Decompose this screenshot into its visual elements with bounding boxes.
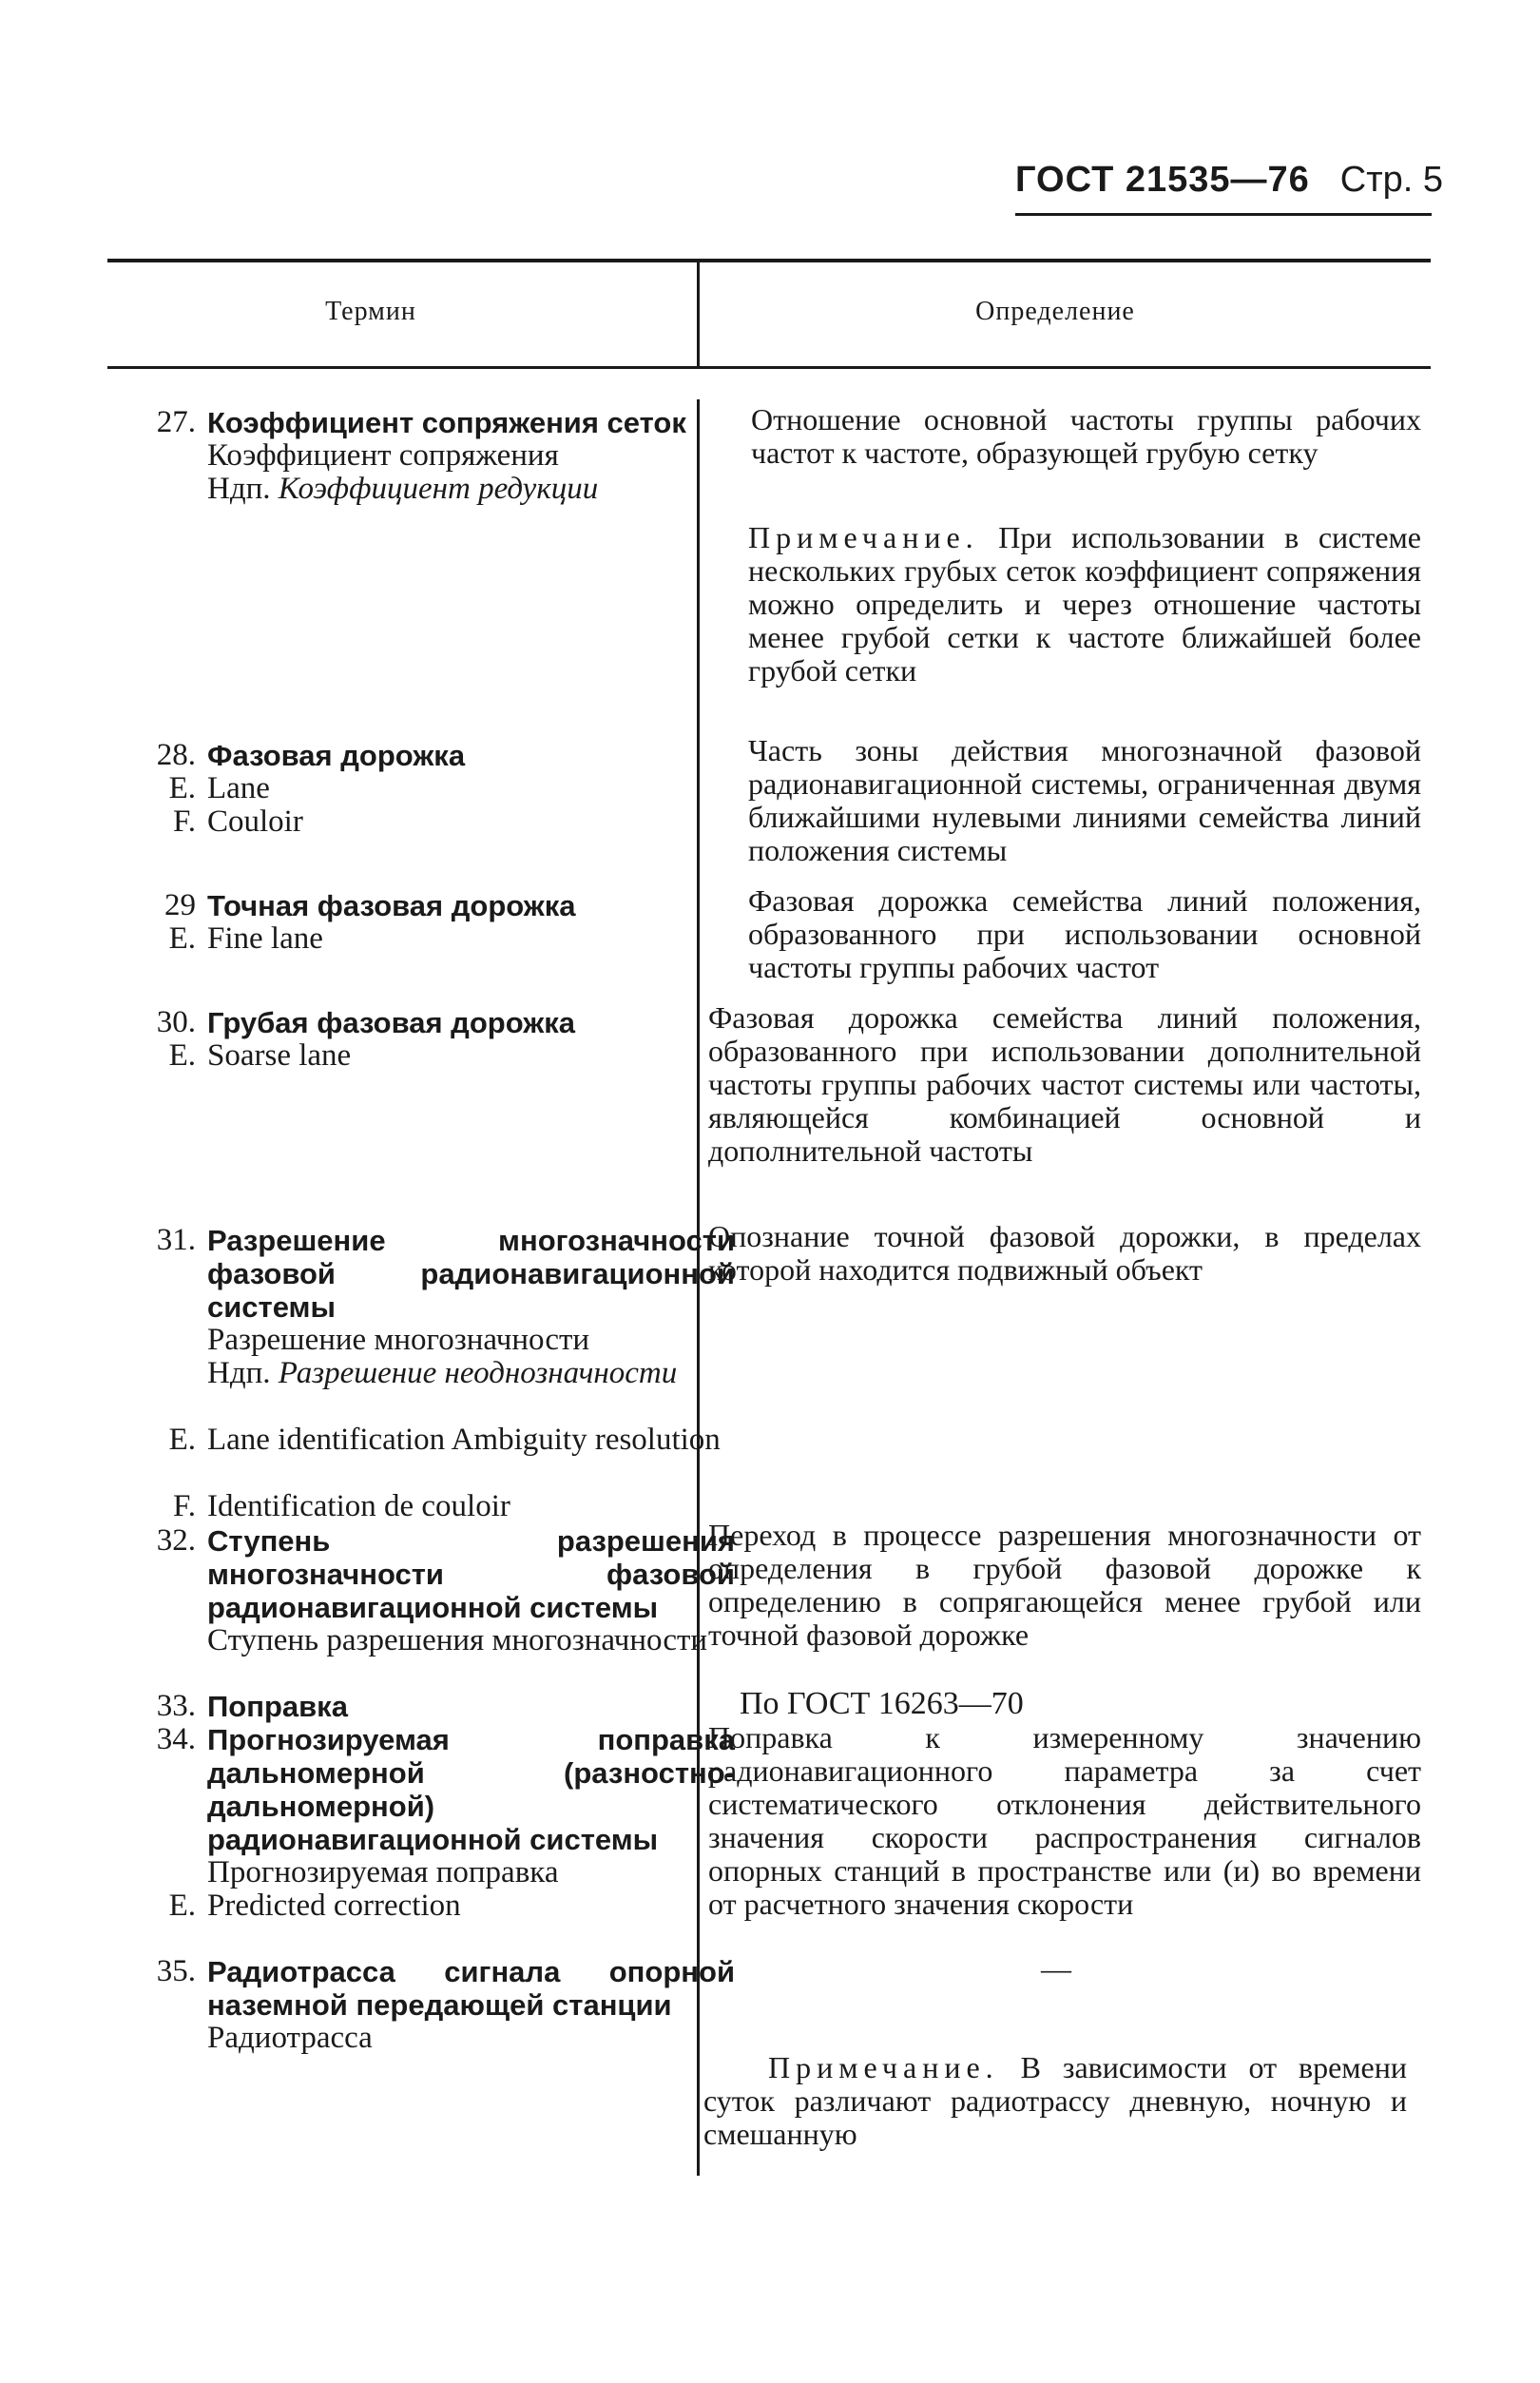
- synonym: Ступень разрешения многозначности: [207, 1623, 708, 1657]
- term: Разрешение многозначности фазовой радионавигационной системы: [207, 1224, 735, 1324]
- header-underline: [1015, 213, 1432, 216]
- french-term: Couloir: [207, 804, 303, 839]
- page-header: [1015, 160, 1443, 221]
- synonym: Прогнозируемая поправка: [207, 1855, 559, 1889]
- term: Грубая фазовая дорожка: [207, 1006, 575, 1039]
- entry-number: 29: [164, 888, 196, 922]
- ndp-label: Ндп.: [207, 472, 271, 506]
- note-text: При использовании в системе нескольких грубых сеток коэффициент сопряжения можно определить и через отношение частоты менее грубой сетки к частоте ближайшей более грубой сетки: [748, 520, 1422, 688]
- column-header-terms: Термин: [325, 297, 416, 326]
- term: Ступень разрешения многозначности фазовой радионавигационной системы: [207, 1524, 735, 1624]
- ndp-term: Разрешение неоднозначности: [278, 1356, 678, 1390]
- english-term: Fine lane: [207, 921, 323, 956]
- entry-35-note: [703, 2051, 1407, 2151]
- note-label: Примечание.: [748, 520, 979, 554]
- entry-number: 34.: [156, 1722, 196, 1756]
- entry-27-definition: Отношение основной частоты группы рабочих частот к частоте, образующей грубую сетку: [751, 402, 1421, 470]
- synonym: Коэффициент сопряжения: [207, 438, 559, 473]
- english-label: E.: [168, 771, 196, 805]
- term: Поправка: [207, 1690, 348, 1723]
- page-number: Стр. 5: [1339, 160, 1443, 200]
- note-label: Примечание.: [768, 2050, 999, 2084]
- term: Точная фазовая дорожка: [207, 889, 576, 922]
- english-term: Lane identification Ambiguity resolution: [207, 1423, 721, 1457]
- english-label: E.: [168, 1038, 196, 1073]
- table-top-rule: [107, 259, 1431, 262]
- term: Фазовая дорожка: [207, 739, 466, 772]
- entry-number: 32.: [156, 1523, 196, 1558]
- entry-number: 28.: [156, 738, 196, 772]
- table-header-rule: [107, 366, 1431, 369]
- english-term: Predicted correction: [207, 1889, 461, 1923]
- note-text: В зависимости от времени суток различают радиотрассу дневную, ночную и смешанную: [703, 2050, 1408, 2151]
- column-header-definition: Определение: [975, 297, 1135, 326]
- english-label: E.: [168, 1889, 196, 1923]
- english-label: E.: [168, 921, 196, 956]
- term: Коэффициент сопряжения сеток: [207, 406, 686, 439]
- ndp-label: Ндп.: [207, 1356, 271, 1390]
- standard-number: ГОСТ 21535—76: [1015, 160, 1310, 200]
- entry-29-definition: Фазовая дорожка семейства линий положения, образованного при использовании основной частоты группы рабочих частот: [748, 883, 1421, 984]
- english-term: Lane: [207, 771, 270, 805]
- entry-27-note: [748, 521, 1421, 688]
- entry-number: 35.: [156, 1954, 196, 1988]
- entry-number: 31.: [156, 1223, 196, 1257]
- french-term: Identification de couloir: [207, 1489, 510, 1523]
- french-label: F.: [173, 804, 196, 839]
- english-label: E.: [168, 1423, 196, 1457]
- entry-33-definition: По ГОСТ 16263—70: [740, 1686, 1024, 1721]
- french-label: F.: [173, 1489, 196, 1523]
- entry-32-definition: Переход в процессе разрешения многозначности от определения в грубой фазовой дорожке к определению в сопрягающейся менее грубой или точной фазовой дорожке: [708, 1518, 1421, 1652]
- synonym: Разрешение многозначности: [207, 1323, 590, 1357]
- entry-28-definition: Часть зоны действия многозначной фазовой радионавигационной системы, ограниченная двумя ближайшими нулевыми линиями семейства линий положения системы: [748, 733, 1421, 867]
- entry-35-definition: —: [1041, 1951, 1071, 1986]
- ndp-term: Коэффициент редукции: [278, 472, 599, 506]
- english-term: Soarse lane: [207, 1038, 352, 1073]
- synonym: Радиотрасса: [207, 2021, 373, 2055]
- entry-number: 33.: [156, 1689, 196, 1723]
- entry-number: 30.: [156, 1005, 196, 1039]
- entry-31-definition: Опознание точной фазовой дорожки, в пределах которой находится подвижный объект: [708, 1219, 1421, 1287]
- term: Прогнозируемая поправка дальномерной (разностно-дальномерной) радионавигационной системы: [207, 1723, 735, 1856]
- term: Радиотрасса сигнала опорной наземной передающей станции: [207, 1955, 735, 2022]
- entry-30-definition: Фазовая дорожка семейства линий положения, образованного при использовании дополнительной частоты группы рабочих частот системы или частоты, являющейся комбинацией основной и дополнительной частоты: [708, 1000, 1421, 1168]
- table-header-divider: [697, 262, 700, 367]
- entry-34-definition: Поправка к измеренному значению радионавигационного параметра за счет систематического отклонения действительного значения скорости распространения сигналов опорных станций в пространстве или (и) во времени от расчетного значения скорости: [708, 1720, 1421, 1921]
- entry-number: 27.: [156, 405, 196, 439]
